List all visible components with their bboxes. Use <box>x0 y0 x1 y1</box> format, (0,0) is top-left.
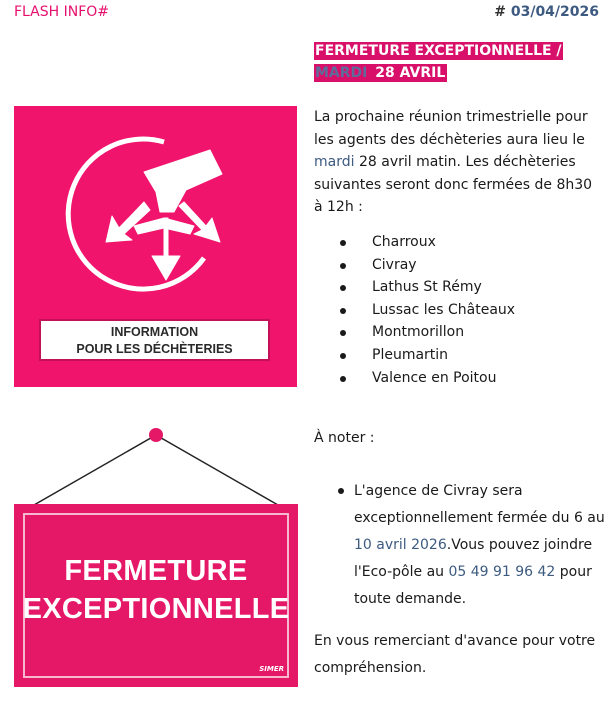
sign-line-2: EXCEPTIONNELLE <box>22 593 290 625</box>
title-date <box>368 64 447 82</box>
note-item <box>338 478 606 613</box>
note-label: À noter : <box>314 430 375 446</box>
date-value: 03/04/2026 <box>510 4 599 20</box>
bullet-icon <box>338 488 344 494</box>
hash-symbol: # <box>494 4 506 20</box>
list-item: Civray <box>340 254 515 277</box>
title-line-1: FERMETURE EXCEPTIONNELLE / <box>315 43 562 59</box>
sign-line-1: FERMETURE <box>64 555 248 587</box>
info-line-2: POUR LES DÉCHÈTERIES <box>76 342 233 356</box>
list-item: Lussac les Châteaux <box>340 299 515 322</box>
intro-paragraph <box>314 106 604 219</box>
list-item: Valence en Poitou <box>340 367 515 390</box>
simer-logo: SIMER <box>259 665 284 673</box>
post-date <box>494 4 599 20</box>
recycle-hand-icon <box>14 106 297 306</box>
list-item: Montmorillon <box>340 321 515 344</box>
info-dechetteries-image <box>14 106 297 387</box>
list-item: Lathus St Rémy <box>340 276 515 299</box>
sign-board <box>14 504 298 687</box>
list-item: Pleumartin <box>340 344 515 367</box>
flash-info-label: FLASH INFO# <box>14 4 110 20</box>
title-day: MARDI <box>315 65 368 81</box>
note-text-2: .Vous pouvez joindre l'Eco-pôle au <box>354 537 593 580</box>
fermeture-sign-image <box>14 425 298 687</box>
intro-text-2: 28 avril matin. Les déchèteries suivantes seront donc fermées de 8h30 à 12h : <box>314 154 593 215</box>
date-link[interactable]: 10 avril 2026 <box>354 537 447 553</box>
phone-link[interactable]: 05 49 91 96 42 <box>448 564 556 580</box>
info-line-1: INFORMATION <box>110 325 199 339</box>
sign-string <box>14 425 298 515</box>
info-banner <box>39 319 270 361</box>
note-text-1: L'agence de Civray sera exceptionnellement fermée du 6 au <box>354 483 605 526</box>
list-item: Charroux <box>340 231 515 254</box>
intro-text-1: La prochaine réunion trimestrielle pour les agents des déchèteries aura lieu le <box>314 109 588 148</box>
mardi-link[interactable]: mardi <box>314 154 355 170</box>
sign-text <box>14 552 298 628</box>
article-title <box>314 40 604 84</box>
note-text <box>354 478 606 613</box>
thanks-paragraph: En vous remerciant d'avance pour votre compréhension. <box>314 633 596 676</box>
note-text-3: pour toute demande. <box>354 564 592 607</box>
title-date-text: 28 AVRIL <box>375 65 446 81</box>
closed-sites-list <box>340 231 515 389</box>
